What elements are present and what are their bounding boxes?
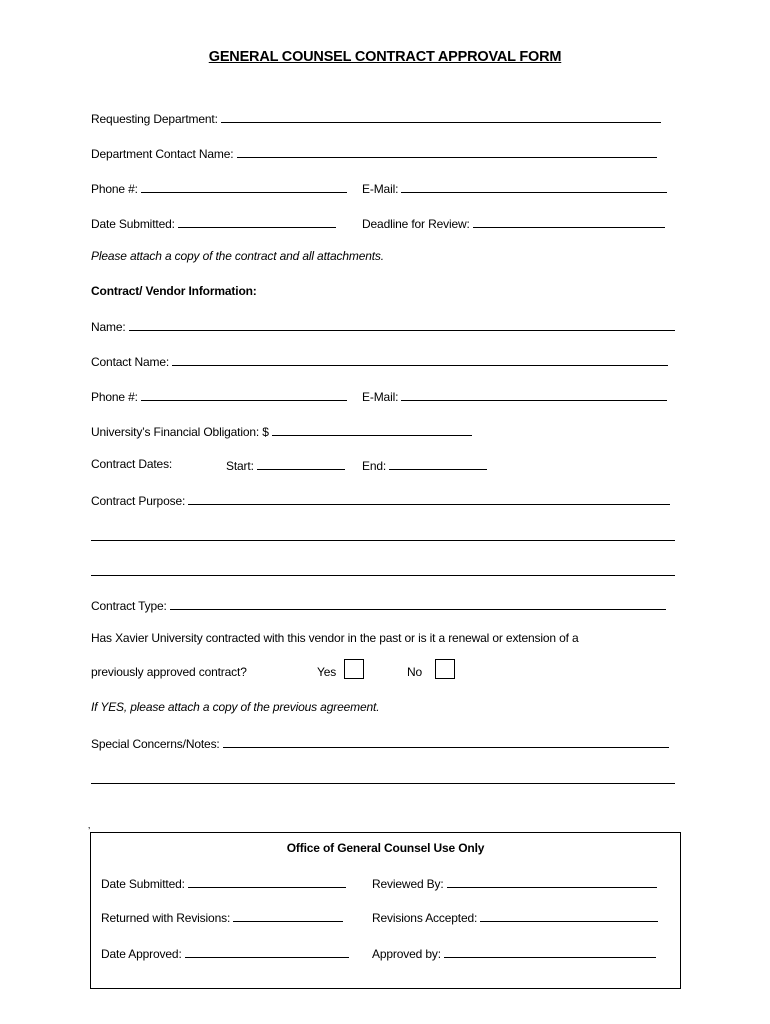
obligation-field[interactable] <box>272 423 472 436</box>
department-contact-field[interactable] <box>237 145 657 158</box>
office-date-submitted-label: Date Submitted: <box>101 877 185 891</box>
requesting-department-field[interactable] <box>221 110 661 123</box>
deadline-row <box>362 215 665 231</box>
reviewed-by-row <box>372 875 657 891</box>
contract-type-label: Contract Type: <box>91 599 167 613</box>
contract-type-row <box>91 597 666 613</box>
start-date-row <box>226 457 345 473</box>
department-contact-row <box>91 145 657 161</box>
concerns-field[interactable] <box>223 735 669 748</box>
prior-contract-question-2: previously approved contract? <box>91 665 247 679</box>
requesting-department-label: Requesting Department: <box>91 112 218 126</box>
reviewed-by-label: Reviewed By: <box>372 877 444 891</box>
vendor-contact-field[interactable] <box>172 353 668 366</box>
form-title: GENERAL COUNSEL CONTRACT APPROVAL FORM <box>208 49 562 65</box>
dept-email-label: E-Mail: <box>362 182 399 196</box>
deadline-label: Deadline for Review: <box>362 217 470 231</box>
obligation-label: University’s Financial Obligation: $ <box>91 425 269 439</box>
approved-by-label: Approved by: <box>372 947 441 961</box>
contract-type-field[interactable] <box>170 597 666 610</box>
vendor-contact-row <box>91 353 668 369</box>
start-date-field[interactable] <box>257 457 345 470</box>
returned-row <box>101 909 343 925</box>
returned-field[interactable] <box>233 909 343 922</box>
concerns-label: Special Concerns/Notes: <box>91 737 220 751</box>
vendor-phone-row <box>91 388 347 404</box>
vendor-phone-label: Phone #: <box>91 390 138 404</box>
accepted-row <box>372 909 658 925</box>
department-contact-label: Department Contact Name: <box>91 147 234 161</box>
dept-email-row <box>362 180 667 196</box>
yes-label: Yes <box>317 665 337 679</box>
date-submitted-row <box>91 215 336 231</box>
start-date-label: Start: <box>226 459 254 473</box>
purpose-line-2[interactable] <box>91 539 675 541</box>
vendor-email-field[interactable] <box>401 388 667 401</box>
purpose-line-3[interactable] <box>91 574 675 576</box>
stray-mark: ’ <box>88 826 91 837</box>
date-approved-label: Date Approved: <box>101 947 182 961</box>
end-date-row <box>362 457 487 473</box>
vendor-heading: Contract/ Vendor Information: <box>91 284 257 298</box>
vendor-name-field[interactable] <box>129 318 675 331</box>
concerns-line-2[interactable] <box>91 782 675 784</box>
contract-dates-label: Contract Dates: <box>91 457 173 471</box>
purpose-label: Contract Purpose: <box>91 494 186 508</box>
vendor-contact-label: Contact Name: <box>91 355 170 369</box>
requesting-department-row <box>91 110 661 126</box>
office-use-title: Office of General Counsel Use Only <box>286 841 485 855</box>
vendor-name-label: Name: <box>91 320 126 334</box>
vendor-name-row <box>91 318 675 334</box>
dept-email-field[interactable] <box>401 180 667 193</box>
dept-phone-row <box>91 180 347 196</box>
purpose-row <box>91 492 670 508</box>
office-date-submitted-row <box>101 875 346 891</box>
attach-note: Please attach a copy of the contract and all attachments. <box>91 249 384 263</box>
accepted-label: Revisions Accepted: <box>372 911 478 925</box>
no-label: No <box>407 665 423 679</box>
deadline-field[interactable] <box>473 215 665 228</box>
yes-checkbox[interactable] <box>344 659 364 679</box>
end-date-field[interactable] <box>389 457 487 470</box>
date-approved-row <box>101 945 349 961</box>
date-submitted-label: Date Submitted: <box>91 217 175 231</box>
approved-by-row <box>372 945 656 961</box>
returned-label: Returned with Revisions: <box>101 911 231 925</box>
purpose-field[interactable] <box>188 492 670 505</box>
no-checkbox[interactable] <box>435 659 455 679</box>
vendor-email-row <box>362 388 667 404</box>
obligation-row <box>91 423 472 439</box>
approved-by-field[interactable] <box>444 945 656 958</box>
prior-contract-question: Has Xavier University contracted with this vendor in the past or is it a renewal or extension of a <box>91 631 579 645</box>
concerns-row <box>91 735 669 751</box>
dept-phone-label: Phone #: <box>91 182 138 196</box>
date-submitted-field[interactable] <box>178 215 336 228</box>
office-use-box <box>90 832 681 989</box>
dept-phone-field[interactable] <box>141 180 347 193</box>
date-approved-field[interactable] <box>185 945 349 958</box>
vendor-email-label: E-Mail: <box>362 390 399 404</box>
end-date-label: End: <box>362 459 387 473</box>
reviewed-by-field[interactable] <box>447 875 657 888</box>
accepted-field[interactable] <box>480 909 658 922</box>
yes-note: If YES, please attach a copy of the previous agreement. <box>91 700 380 714</box>
vendor-phone-field[interactable] <box>141 388 347 401</box>
office-date-submitted-field[interactable] <box>188 875 346 888</box>
